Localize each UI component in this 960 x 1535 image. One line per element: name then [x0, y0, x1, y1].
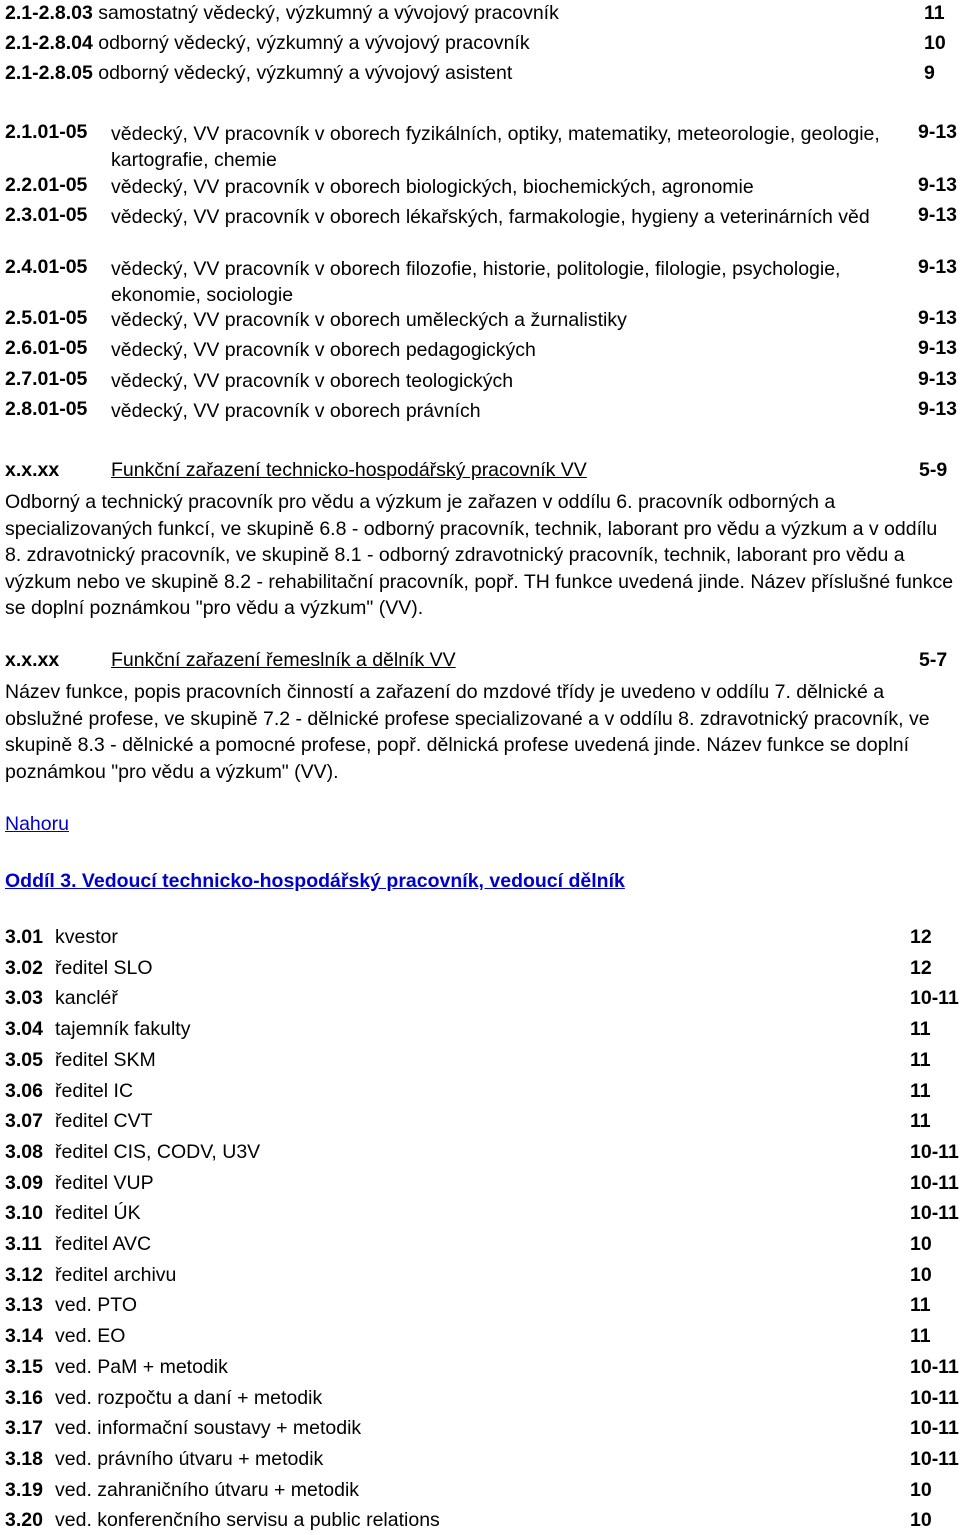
field-position-text: vědecký, VV pracovník v oborech fyzikálních, optiky, matematiky, meteorologie, geologie, kartografie, chemie [111, 123, 880, 171]
item-code: 3.14 [5, 1325, 43, 1348]
item-grade: 10 [910, 1263, 932, 1286]
item-text: ved. rozpočtu a daní + metodik [55, 1386, 323, 1409]
item-code: 3.09 [5, 1171, 43, 1194]
field-position-code: 2.7.01-05 [5, 368, 88, 390]
item-grade: 10 [910, 1478, 932, 1501]
function-description: Odborný a technický pracovník pro vědu a výzkum je zařazen v oddílu 6. pracovník odborných a specializovaných funkcí, ve skupině 6.8 - odborný pracovník, technik, laborant pro vědu a výzkum a v oddílu 8. zdravotnický pracovník, ve skupině 8.1 - odborný zdravotnický pracovník, technik, laborant pro vědu a výzkum nebo ve skupině 8.2 - rehabilitační pracovník, popř. TH funkce uvedená jinde. Název příslušné funkce se doplní poznámkou "pro vědu a výzkum" (VV). [5, 491, 954, 619]
field-position-code: 2.6.01-05 [5, 337, 88, 359]
position-grade: 10 [924, 32, 946, 54]
item-grade: 10 [910, 1509, 932, 1532]
position-row [5, 62, 960, 86]
item-grade: 12 [910, 956, 932, 979]
item-code: 3.03 [5, 987, 43, 1010]
field-position-code: 2.1.01-05 [5, 121, 88, 143]
item-text: kancléř [55, 987, 118, 1010]
function-grade: 5-7 [919, 649, 948, 671]
item-grade: 10-11 [910, 1417, 959, 1440]
field-position-text: vědecký, VV pracovník v oborech biologických, biochemických, agronomie [111, 176, 754, 198]
item-grade: 12 [910, 926, 932, 948]
item-grade: 10-11 [910, 1447, 959, 1470]
field-position-text: vědecký, VV pracovník v oborech teologických [111, 370, 514, 392]
field-position-grade: 9-13 [918, 368, 958, 390]
item-text: ředitel CIS, CODV, U3V [55, 1140, 261, 1163]
item-code: 3.20 [5, 1509, 43, 1532]
item-text: ředitel VUP [55, 1171, 154, 1194]
field-position-code: 2.5.01-05 [5, 307, 88, 329]
item-code: 3.18 [5, 1447, 43, 1470]
item-code: 3.02 [5, 956, 43, 979]
position-code: 2.1-2.8.05 [5, 62, 93, 84]
item-code: 3.08 [5, 1140, 43, 1163]
position-code: 2.1-2.8.04 [5, 32, 93, 54]
function-code: x.x.xx [5, 649, 60, 671]
function-title: Funkční zařazení řemeslník a dělník VV [111, 649, 456, 671]
item-text: ved. PaM + metodik [55, 1355, 228, 1378]
field-position-code: 2.2.01-05 [5, 174, 88, 196]
position-text: odborný vědecký, výzkumný a vývojový asistent [92, 62, 513, 84]
function-grade: 5-9 [919, 459, 948, 481]
field-position-text: vědecký, VV pracovník v oborech uměleckých a žurnalistiky [111, 309, 627, 331]
back-to-top-link[interactable]: Nahoru [5, 813, 69, 835]
item-text: ved. EO [55, 1325, 126, 1348]
item-grade: 10-11 [910, 1355, 959, 1378]
position-grade: 9 [924, 62, 935, 84]
function-description: Název funkce, popis pracovních činností a zařazení do mzdové třídy je uvedeno v oddílu 7. dělnické a obslužné profese, ve skupině 7.2 - dělnické profese specializované a v oddílu 8. zdravotnický pracovník, ve skupině 8.3 - dělnické a pomocné profese, popř. dělnická profese uvedená jinde. Název funkce se doplní poznámkou "pro vědu a výzkum" (VV). [5, 681, 930, 783]
item-text: ředitel archivu [55, 1263, 177, 1286]
item-text: ředitel ÚK [55, 1202, 141, 1225]
item-code: 3.17 [5, 1417, 43, 1440]
field-position-text: vědecký, VV pracovník v oborech právních [111, 400, 481, 422]
field-position-text: vědecký, VV pracovník v oborech pedagogických [111, 339, 536, 361]
item-text: kvestor [55, 926, 118, 948]
item-code: 3.13 [5, 1294, 43, 1317]
item-grade: 10 [910, 1233, 932, 1255]
item-code: 3.16 [5, 1386, 43, 1409]
item-grade: 10-11 [910, 1386, 959, 1409]
item-text: ved. zahraničního útvaru + metodik [55, 1478, 360, 1501]
item-grade: 10-11 [910, 987, 959, 1010]
field-position-code: 2.4.01-05 [5, 256, 88, 278]
field-position-grade: 9-13 [918, 174, 958, 196]
item-text: ved. informační soustavy + metodik [55, 1417, 362, 1440]
section-3-link[interactable]: Oddíl 3. Vedoucí technicko-hospodářský pracovník, vedoucí dělník [5, 870, 625, 892]
item-text: ředitel SKM [55, 1048, 156, 1071]
position-grade: 11 [924, 2, 945, 24]
item-code: 3.05 [5, 1048, 43, 1071]
field-position-grade: 9-13 [918, 121, 958, 143]
field-position-grade: 9-13 [918, 398, 958, 420]
position-text: samostatný vědecký, výzkumný a vývojový pracovník [92, 2, 559, 24]
field-position-text: vědecký, VV pracovník v oborech lékařských, farmakologie, hygieny a veterinárních věd [111, 206, 870, 228]
item-code: 3.04 [5, 1018, 43, 1041]
item-text: ředitel SLO [55, 956, 153, 979]
item-code: 3.19 [5, 1478, 43, 1501]
function-code: x.x.xx [5, 459, 60, 481]
item-code: 3.10 [5, 1202, 43, 1225]
item-grade: 11 [910, 1048, 931, 1071]
item-text: ředitel AVC [55, 1233, 152, 1255]
back-to-top [5, 813, 960, 836]
item-grade: 11 [910, 1325, 931, 1348]
field-position-grade: 9-13 [918, 337, 958, 359]
item-code: 3.01 [5, 926, 43, 948]
position-row [5, 2, 960, 26]
field-position-code: 2.8.01-05 [5, 398, 88, 420]
field-position-code: 2.3.01-05 [5, 204, 88, 226]
field-position-grade: 9-13 [918, 307, 958, 329]
item-code: 3.11 [5, 1233, 42, 1255]
item-code: 3.15 [5, 1355, 43, 1378]
item-grade: 11 [910, 1294, 931, 1317]
field-position-text: vědecký, VV pracovník v oborech filozofie, historie, politologie, filologie, psychologie, ekonomie, sociologie [111, 258, 841, 306]
field-position-grade: 9-13 [918, 204, 958, 226]
item-grade: 10-11 [910, 1202, 959, 1225]
item-code: 3.12 [5, 1263, 43, 1286]
section-heading [5, 870, 960, 893]
item-grade: 11 [910, 1110, 931, 1133]
position-code: 2.1-2.8.03 [5, 2, 93, 24]
item-text: ved. PTO [55, 1294, 138, 1317]
position-row [5, 32, 960, 56]
item-text: tajemník fakulty [55, 1018, 191, 1041]
item-text: ředitel CVT [55, 1110, 153, 1133]
item-code: 3.07 [5, 1110, 43, 1133]
item-text: ved. konferenčního servisu a public relations [55, 1509, 440, 1532]
item-grade: 10-11 [910, 1140, 959, 1163]
item-text: ředitel IC [55, 1079, 134, 1102]
field-position-grade: 9-13 [918, 256, 958, 278]
item-grade: 11 [910, 1018, 931, 1041]
item-grade: 11 [910, 1079, 931, 1102]
position-text: odborný vědecký, výzkumný a vývojový pracovník [92, 32, 530, 54]
item-grade: 10-11 [910, 1171, 959, 1194]
function-title: Funkční zařazení technicko-hospodářský pracovník VV [111, 459, 587, 481]
item-code: 3.06 [5, 1079, 43, 1102]
item-text: ved. právního útvaru + metodik [55, 1447, 324, 1470]
